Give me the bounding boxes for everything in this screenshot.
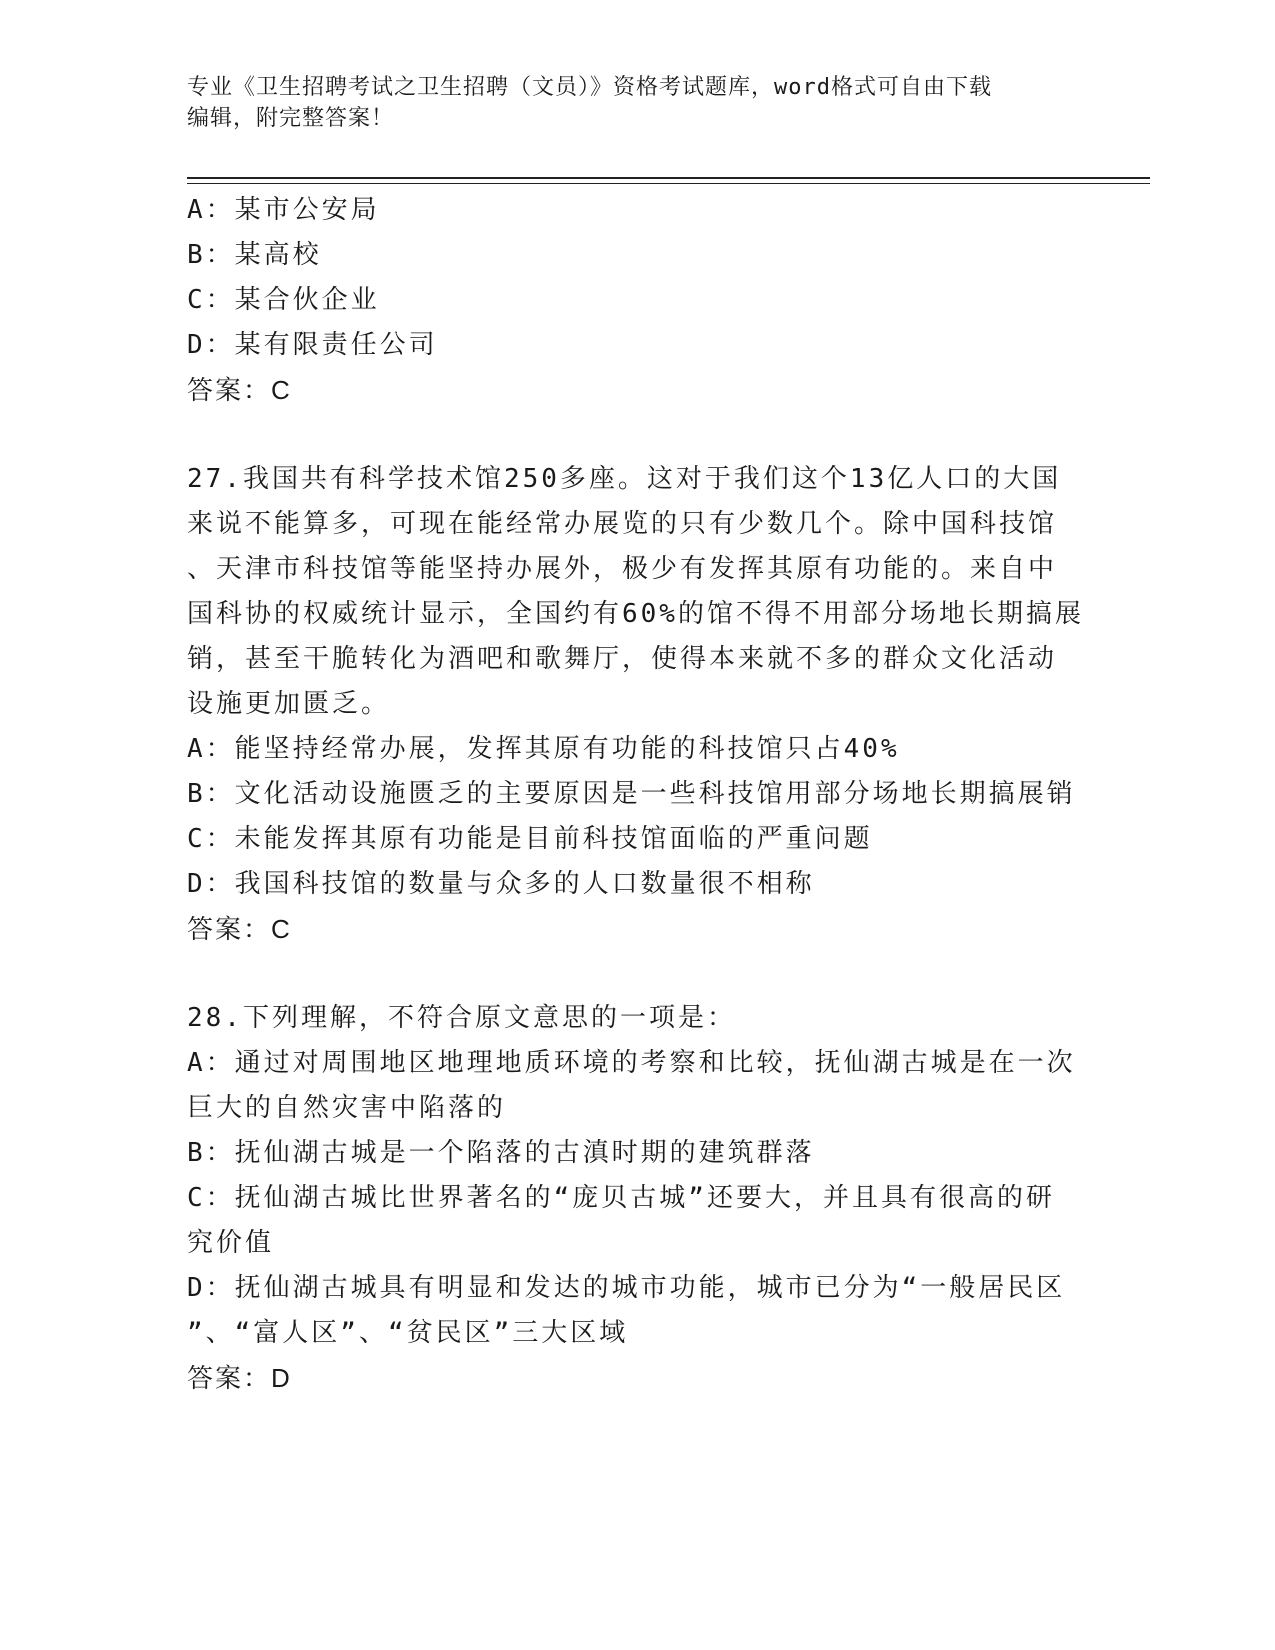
q26-option-b: B：某高校: [187, 240, 322, 270]
q27-stem-line: 销，甚至干脆转化为酒吧和歌舞厅，使得本来就不多的群众文化活动: [187, 644, 1058, 674]
q27-stem-line: 、天津市科技馆等能坚持办展外，极少有发挥其原有功能的。来自中: [187, 554, 1058, 584]
question-content: [187, 188, 1087, 1401]
q26-answer: 答案：C: [187, 375, 292, 405]
q28-option-c-line: 究价值: [187, 1228, 275, 1258]
q28-option-b: B：抚仙湖古城是一个陷落的古滇时期的建筑群落: [187, 1138, 815, 1168]
q28-answer: 答案：D: [187, 1363, 292, 1393]
question-spacer: [187, 413, 1087, 457]
q27-stem-line: 设施更加匮乏。: [187, 689, 391, 719]
q28-option-c-line: C：抚仙湖古城比世界著名的“庞贝古城”还要大，并且具有很高的研: [187, 1183, 1055, 1213]
q27-stem-line: 国科协的权威统计显示，全国约有60%的馆不得不用部分场地长期搞展: [187, 599, 1084, 629]
q28-option-a-line: A：通过对周围地区地理地质环境的考察和比较，抚仙湖古城是在一次: [187, 1048, 1076, 1078]
q28-option-d-line: ”、“富人区”、“贫民区”三大区域: [187, 1318, 629, 1348]
question-spacer: [187, 952, 1087, 996]
q28-option-a-line: 巨大的自然灾害中陷落的: [187, 1093, 507, 1123]
q28-option-d-line: D：抚仙湖古城具有明显和发达的城市功能，城市已分为“一般居民区: [187, 1273, 1066, 1303]
q26-option-c: C：某合伙企业: [187, 285, 380, 315]
q27-option-c: C：未能发挥其原有功能是目前科技馆面临的严重问题: [187, 824, 873, 854]
header-rule-thin: [187, 183, 1150, 184]
q27-option-d: D：我国科技馆的数量与众多的人口数量很不相称: [187, 869, 815, 899]
q27-stem-line: 27.我国共有科学技术馆250多座。这对于我们这个13亿人口的大国: [187, 464, 1062, 494]
q26-option-a: A：某市公安局: [187, 195, 380, 225]
q27-stem-line: 来说不能算多，可现在能经常办展览的只有少数几个。除中国科技馆: [187, 509, 1058, 539]
q27-answer: 答案：C: [187, 914, 292, 944]
q28-stem: 28.下列理解，不符合原文意思的一项是：: [187, 1003, 736, 1033]
header-rule-thick: [187, 177, 1150, 179]
q26-option-d: D：某有限责任公司: [187, 330, 438, 360]
document-header: 专业《卫生招聘考试之卫生招聘（文员）》资格考试题库，word格式可自由下载 编辑，附完整答案！: [187, 75, 992, 131]
q27-option-b: B：文化活动设施匮乏的主要原因是一些科技馆用部分场地长期搞展销: [187, 779, 1076, 809]
q27-option-a: A：能坚持经常办展，发挥其原有功能的科技馆只占40%: [187, 734, 900, 764]
